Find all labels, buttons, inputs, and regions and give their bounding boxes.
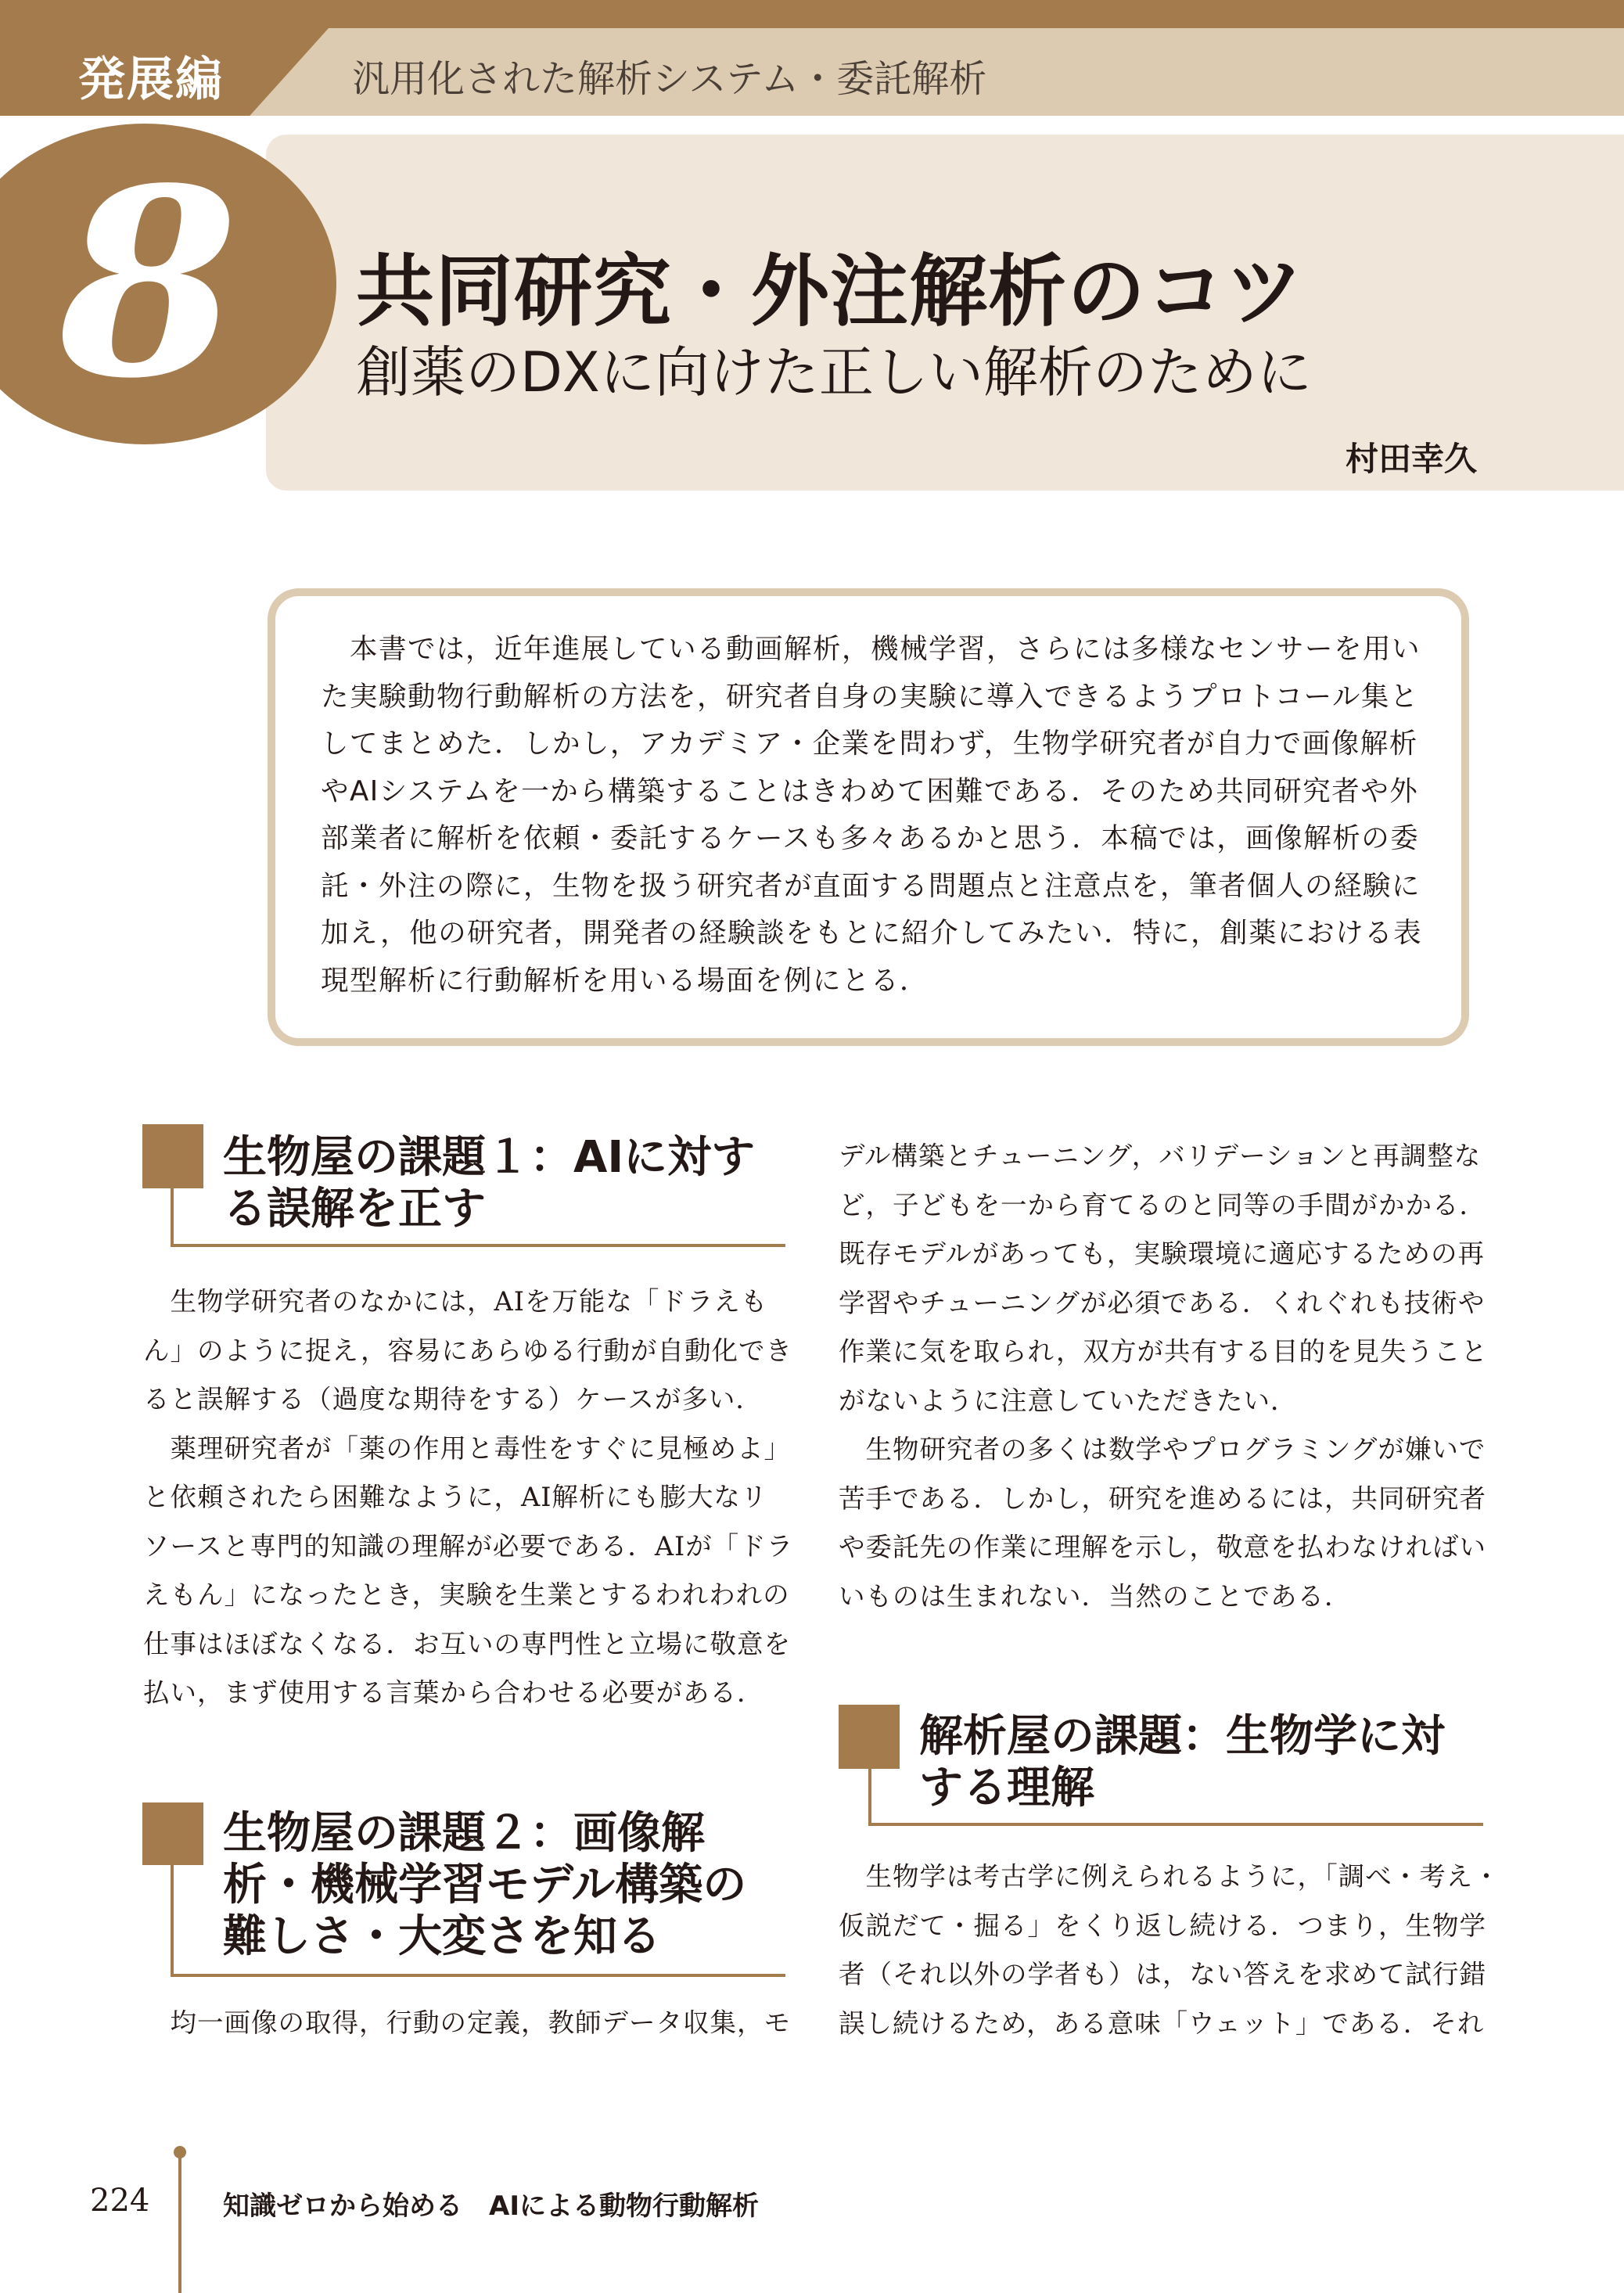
heading-line: る誤解を正す [223, 1184, 486, 1235]
text-line: いものは生まれない．当然のことである． [839, 1580, 1352, 1612]
text-line: 均一画像の取得，行動の定義，教師データ収集，モ [143, 2007, 791, 2038]
heading-line: する理解 [919, 1763, 1094, 1813]
text-line: ん」のように捉え，容易にあらゆる行動が自動化でき [143, 1335, 793, 1366]
text-line: 生物学研究者のなかには，AIを万能な「ドラえも [143, 1286, 768, 1317]
footer-dot [174, 2146, 186, 2158]
section-body [143, 1999, 791, 2048]
chapter-number: 8 [59, 131, 239, 435]
heading-line: 生物屋の課題１：AIに対す [223, 1132, 756, 1183]
text-line: 払い，まず使用する言葉から合わせる必要がある． [143, 1677, 764, 1708]
heading-line: 析・機械学習モデル構築の [223, 1860, 747, 1910]
heading-line: 難しさ・大変さを知る [223, 1911, 661, 1962]
section-heading [223, 1132, 755, 1235]
part-label: 発展編 [78, 52, 224, 107]
text-line: デル構築とチューニング，バリデーションと再調整な [839, 1141, 1482, 1171]
text-line: ど，子どもを一から育てるのと同等の手間がかかる． [839, 1189, 1486, 1220]
text-line: がないように注意していただきたい． [839, 1385, 1298, 1416]
abstract-text [321, 626, 1432, 1005]
text-line: 仕事はほぼなくなる．お互いの専門性と立場に敬意を [143, 1628, 791, 1659]
heading-line: 解析屋の課題：生物学に対 [919, 1711, 1445, 1762]
chapter-title: 共同研究・外注解析のコツ [356, 246, 1304, 337]
section-heading [919, 1711, 1445, 1814]
text-line: 作業に気を取られ，双方が共有する目的を見失うこと [839, 1336, 1489, 1367]
heading-underline [171, 1244, 785, 1247]
text-line: 生物研究者の多くは数学やプログラミングが嫌いで [839, 1434, 1486, 1465]
text-line: ソースと専門的知識の理解が必要である．AIが「ドラ [143, 1530, 794, 1562]
abstract-line: 現型解析に行動解析を用いる場面を例にとる． [321, 964, 929, 997]
text-line: 既存モデルがあっても，実験環境に適応するための再 [839, 1238, 1485, 1269]
heading-marker-square [839, 1705, 900, 1769]
footer-rule [178, 2153, 181, 2293]
author-name: 村田幸久 [1346, 440, 1478, 478]
abstract-line: 部業者に解析を依頼・委託するケースも多々あるかと思う．本稿では，画像解析の委 [321, 822, 1420, 854]
heading-marker-square [142, 1802, 203, 1865]
chapter-subtitle: 創薬のDXに向けた正しい解析のために [356, 340, 1312, 404]
heading-marker-line [868, 1769, 871, 1824]
abstract-line: してまとめた．しかし，アカデミア・企業を問わず，生物学研究者が自力で画像解析 [321, 728, 1418, 760]
abstract-line: 託・外注の際に，生物を扱う研究者が直面する問題点と注意点を，筆者個人の経験に [321, 869, 1421, 902]
header-top-strip [0, 0, 1624, 28]
text-line: 生物学は考古学に例えられるように，「調べ・考え・ [839, 1861, 1500, 1892]
section-heading [223, 1808, 746, 1963]
abstract-line: 加え，他の研究者，開発者の経験談をもとに紹介してみたい．特に，創薬における表 [321, 917, 1423, 949]
text-line: 者（それ以外の学者も）は，ない答えを求めて試行錯 [839, 1959, 1486, 1989]
abstract-line: 本書では，近年進展している動画解析，機械学習，さらには多様なセンサーを用い [321, 633, 1421, 665]
heading-marker-line [171, 1188, 174, 1245]
heading-underline [171, 1974, 785, 1977]
section-label: 汎用化された解析システム・委託解析 [352, 57, 987, 101]
heading-underline [868, 1823, 1483, 1826]
text-line: と依頼されたら困難なように，AI解析にも膨大なリ [143, 1482, 768, 1512]
text-line: や委託先の作業に理解を示し，敬意を払わなければい [839, 1532, 1486, 1562]
text-line: 薬理研究者が「薬の作用と毒性をすぐに見極めよ」 [143, 1432, 791, 1464]
book-title: 知識ゼロから始める AIによる動物行動解析 [223, 2191, 759, 2222]
text-line: えもん」になったとき，実験を生業とするわれわれの [143, 1580, 790, 1610]
text-line: 苦手である．しかし，研究を進めるには，共同研究者 [839, 1483, 1486, 1514]
heading-marker-line [171, 1865, 174, 1975]
section-body [839, 1853, 1500, 2048]
text-line: 誤し続けるため，ある意味「ウェット」である．それ [839, 2007, 1485, 2039]
heading-marker-square [142, 1124, 203, 1188]
text-line: 仮説だて・掘る」をくり返し続ける．つまり，生物学 [839, 1910, 1486, 1941]
abstract-line: た実験動物行動解析の方法を，研究者自身の実験に導入できるようプロトコール集と [321, 680, 1419, 713]
page-number: 224 [90, 2183, 150, 2219]
text-line: ると誤解する（過度な期待をする）ケースが多い． [143, 1384, 763, 1414]
section-body-continued [839, 1132, 1488, 1621]
abstract-line: やAIシステムを一から構築することはきわめて困難である．そのため共同研究者や外 [321, 775, 1419, 807]
text-line: 学習やチューニングが必須である．くれぐれも技術や [839, 1287, 1486, 1318]
heading-line: 生物屋の課題２：画像解 [223, 1808, 705, 1859]
section-body [143, 1278, 793, 1718]
